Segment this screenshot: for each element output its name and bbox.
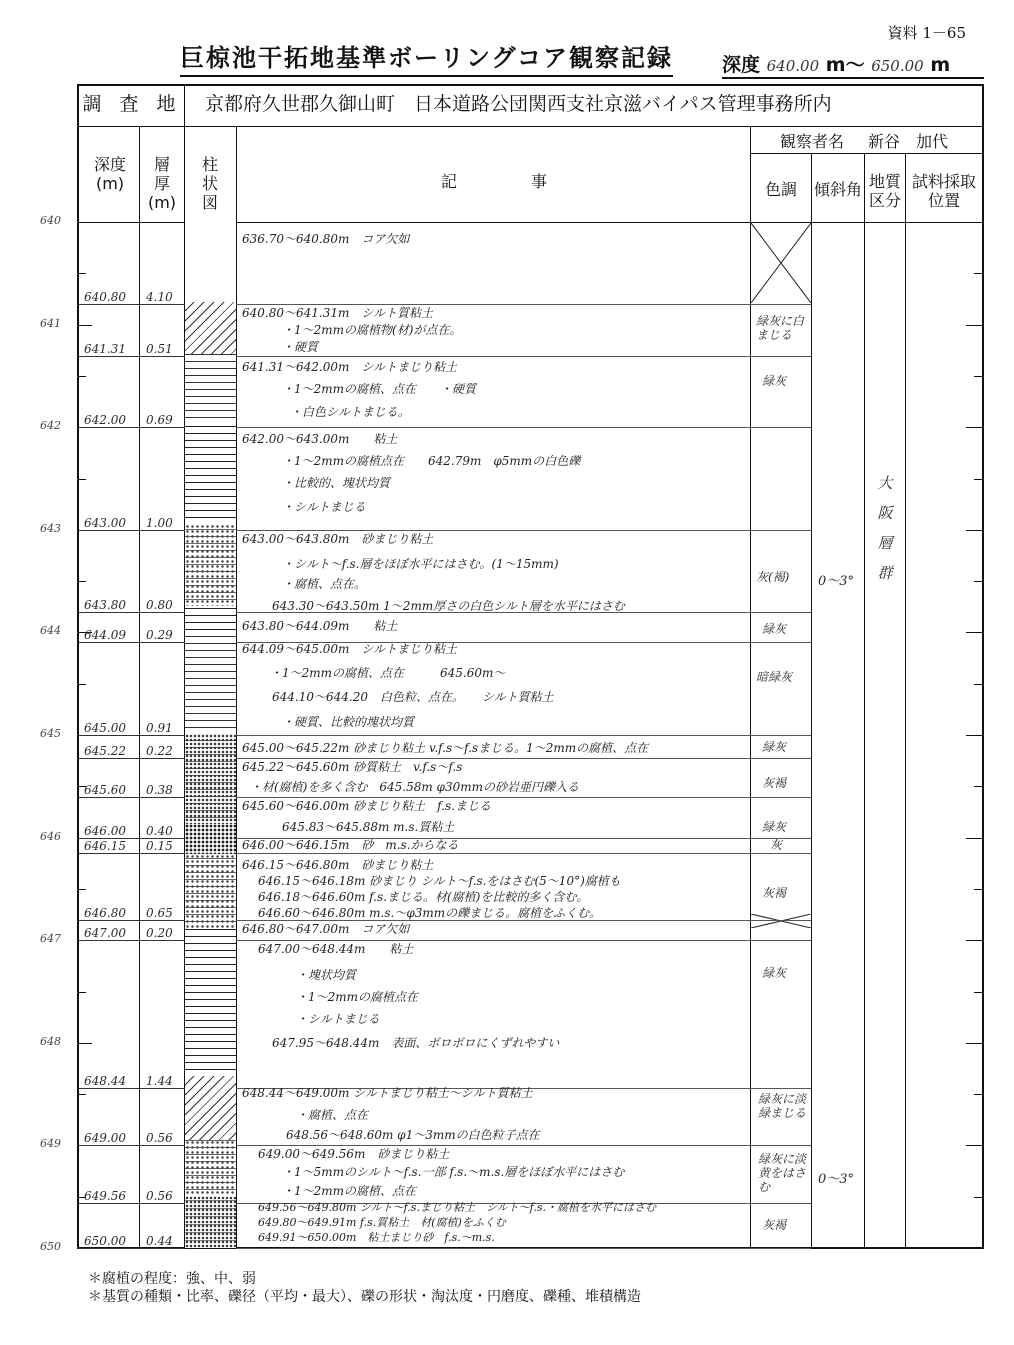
layer-boundary xyxy=(78,920,185,921)
color-7: 灰褐 xyxy=(762,776,787,790)
desc-15a: 648.44〜649.00m シルトまじり粘土〜シルト質粘土 xyxy=(242,1086,533,1100)
note-humus: ＊腐植の程度：強、中、弱 xyxy=(88,1271,256,1287)
geologic-unit: 大阪層群 xyxy=(877,474,893,582)
desc-12a: 646.15〜646.80m 砂まじり粘土 xyxy=(242,858,434,872)
layer-boundary xyxy=(78,1248,185,1249)
observer-row-divider xyxy=(750,153,984,154)
depth-tick-label: 647 xyxy=(40,932,61,946)
color-14: 灰褐 xyxy=(762,1218,787,1232)
observer-label: 観察者名 xyxy=(780,132,845,151)
desc-10b: 645.83〜645.88m m.s.質粘土 xyxy=(282,820,455,834)
header-dip: 傾斜角 xyxy=(813,180,862,199)
desc-12b: 646.15〜646.18m 砂まじり シルト〜f.s.をはさむ(5〜10°)腐植も xyxy=(258,874,621,888)
sample-tick-mark xyxy=(966,1043,982,1044)
desc-7c: 644.10〜644.20 白色粒、点在。 シルト質粘土 xyxy=(272,690,554,704)
strat-silty-clay xyxy=(185,302,236,354)
depth-tick-label: 643 xyxy=(40,521,61,535)
desc-3a: 641.31〜642.00m シルトまじり粘土 xyxy=(242,360,458,374)
sample-tick-mark xyxy=(966,222,982,223)
desc-2b: ・1〜2mmの腐植物(材)が点在。 xyxy=(282,323,462,337)
strat-sand xyxy=(185,824,236,854)
depth-range xyxy=(722,50,984,79)
strat-sandy-clay-4 xyxy=(185,1140,236,1196)
strat-clay-1 xyxy=(185,424,236,524)
color-boundary xyxy=(750,1248,811,1249)
color-5: 暗緑灰 xyxy=(756,670,793,684)
desc-12c: 646.18〜646.60m f.s.まじる。材(腐植)を比較的多く含む。 xyxy=(258,890,589,904)
color-6: 緑灰 xyxy=(762,740,787,754)
site-value: 京都府久世郡久御山町 日本道路公団関西支社京滋バイパス管理事務所内 xyxy=(205,93,832,115)
color-3: 灰(褐) xyxy=(756,570,790,584)
layer-depth-value: 643.80 xyxy=(84,598,126,612)
core-missing-cross-2 xyxy=(751,914,811,928)
sample-half-tick xyxy=(974,479,982,480)
layer-boundary xyxy=(78,1203,185,1204)
layer-thickness-value: 0.56 xyxy=(146,1131,173,1145)
layer-depth-value: 649.00 xyxy=(84,1131,126,1145)
header-color: 色調 xyxy=(764,180,797,199)
color-boundary xyxy=(750,735,811,736)
layer-depth-value: 646.80 xyxy=(84,906,126,920)
desc-5a: 643.00〜643.80m 砂まじり粘土 xyxy=(242,532,434,546)
note-matrix: ＊基質の種類・比率、礫径（平均・最大）、礫の形状・淘汰度・円磨度、礫種、堆積構造 xyxy=(88,1289,641,1305)
desc-8a: 645.00〜645.22m 砂まじり粘土 v.f.s〜f.sまじる。1〜2mmの腐植、点在 xyxy=(242,741,649,755)
color-boundary xyxy=(750,1203,811,1204)
desc-15c: 648.56〜648.60m φ1〜3mmの白色粒子点在 xyxy=(286,1128,540,1142)
desc-4d: ・シルトまじる xyxy=(282,500,366,514)
desc-13a: 646.80〜647.00m コア欠如 xyxy=(242,922,410,936)
layer-depth-value: 645.00 xyxy=(84,721,126,735)
color-11: 緑灰 xyxy=(762,966,787,980)
depth-tick-label: 641 xyxy=(40,316,61,330)
color-boundary xyxy=(750,642,811,643)
color-2: 緑灰 xyxy=(762,374,787,388)
desc-3b: ・1〜2mmの腐植、点在 ・硬質 xyxy=(282,382,477,396)
sample-tick-mark xyxy=(966,1145,982,1146)
sample-half-tick xyxy=(974,273,982,274)
col-divider-depth xyxy=(139,126,140,1249)
header-depth: 深度(m) xyxy=(93,155,126,193)
depth-tick-label: 642 xyxy=(40,419,61,433)
col-divider-column xyxy=(236,126,237,1249)
depth-tick-label: 648 xyxy=(40,1034,61,1048)
depth-half-tick xyxy=(78,1094,86,1095)
sample-half-tick xyxy=(974,684,982,685)
layer-boundary xyxy=(78,612,185,613)
layer-thickness-value: 0.80 xyxy=(146,598,173,612)
depth-half-tick xyxy=(78,581,86,582)
desc-4a: 642.00〜643.00m 粘土 xyxy=(242,432,398,446)
sample-half-tick xyxy=(974,581,982,582)
depth-tick-label: 644 xyxy=(40,624,61,638)
depth-to: 650.00 xyxy=(871,57,924,75)
sample-tick-mark xyxy=(966,530,982,531)
desc-17c: 649.91〜650.00m 粘土まじり砂 f.s.〜m.s. xyxy=(258,1231,495,1244)
layer-thickness-value: 0.38 xyxy=(146,783,173,797)
desc-6a: 643.80〜644.09m 粘土 xyxy=(242,619,398,633)
color-10: 灰褐 xyxy=(762,886,787,900)
layer-boundary xyxy=(78,1145,185,1146)
depth-half-tick xyxy=(78,684,86,685)
desc-14e: 647.95〜648.44m 表面、ボロボロにくずれやすい xyxy=(272,1036,560,1050)
color-8: 緑灰 xyxy=(762,820,787,834)
sample-tick-mark xyxy=(966,632,982,633)
description-boundary xyxy=(236,735,750,736)
sample-half-tick xyxy=(974,376,982,377)
depth-tick-label: 645 xyxy=(40,727,61,740)
desc-17b: 649.80〜649.91m f.s.質粘土 材(腐植)をふくむ xyxy=(258,1216,506,1229)
color-boundary xyxy=(750,1145,811,1146)
header-thickness: 層厚(m) xyxy=(147,155,177,212)
strat-silty-clay-2 xyxy=(185,1076,236,1140)
strat-sandy-clay-2 xyxy=(185,734,236,824)
sample-tick-mark xyxy=(966,735,982,736)
color-boundary xyxy=(750,758,811,759)
layer-boundary xyxy=(78,356,185,357)
desc-17a: 649.56〜649.80m シルト〜f.s.まじり粘土 シルト〜f.s.・腐植を水平にはさむ xyxy=(258,1201,656,1214)
layer-depth-value: 645.22 xyxy=(84,744,126,758)
desc-11a: 646.00〜646.15m 砂 m.s.からなる xyxy=(242,838,459,852)
depth-tick-label: 650 xyxy=(40,1240,61,1253)
col-divider-unit xyxy=(905,153,906,1249)
desc-3c: ・白色シルトまじる。 xyxy=(290,405,410,419)
color-boundary xyxy=(750,940,811,941)
layer-thickness-value: 0.15 xyxy=(146,839,173,853)
sample-half-tick xyxy=(974,786,982,787)
site-label: 調 査 地 xyxy=(82,93,182,115)
layer-thickness-value: 0.51 xyxy=(146,342,173,356)
desc-7d: ・硬質、比較的塊状均質 xyxy=(282,715,415,729)
desc-16a: 649.00〜649.56m 砂まじり粘土 xyxy=(258,1147,450,1161)
layer-depth-value: 645.60 xyxy=(84,783,126,797)
desc-7a: 644.09〜645.00m シルトまじり粘土 xyxy=(242,642,458,656)
color-boundary xyxy=(750,853,811,854)
layer-boundary xyxy=(78,530,185,531)
depth-tick-mark xyxy=(78,325,92,326)
depth-unit-1: m〜 xyxy=(825,54,865,76)
layer-depth-value: 643.00 xyxy=(84,516,126,530)
layer-boundary xyxy=(78,758,185,759)
layer-thickness-value: 0.91 xyxy=(146,721,173,735)
layer-depth-value: 648.44 xyxy=(84,1074,126,1088)
color-13: 緑灰に淡黄をはさむ xyxy=(758,1152,807,1194)
layer-thickness-value: 0.56 xyxy=(146,1189,173,1203)
layer-thickness-value: 1.44 xyxy=(146,1074,173,1088)
layer-boundary xyxy=(78,427,185,428)
desc-16b: ・1〜5mmのシルト〜f.s.一部 f.s.〜m.s.層をほぼ水平にはさむ xyxy=(282,1165,625,1179)
layer-depth-value: 646.15 xyxy=(84,839,126,853)
strat-sandy-clay-3 xyxy=(185,854,236,928)
layer-thickness-value: 0.69 xyxy=(146,413,173,427)
header-description: 記 事 xyxy=(440,172,549,191)
color-boundary xyxy=(750,356,811,357)
layer-depth-value: 647.00 xyxy=(84,926,126,940)
header-column: 柱状図 xyxy=(201,155,218,212)
desc-15b: ・腐植、点在 xyxy=(296,1108,369,1122)
strat-clay-2 xyxy=(185,606,236,636)
desc-5b: ・シルト〜f.s.層をほぼ水平にはさむ。(1〜15mm) xyxy=(282,557,559,571)
color-9: 灰 xyxy=(770,838,783,852)
color-boundary xyxy=(750,797,811,798)
sample-half-tick xyxy=(974,1197,982,1198)
depth-tick-label: 646 xyxy=(40,829,61,843)
desc-10a: 645.60〜646.00m 砂まじり粘土 f.s.まじる xyxy=(242,799,491,813)
desc-9a: 645.22〜645.60m 砂質粘土 v.f.s〜f.s xyxy=(242,760,463,774)
strat-silt-clay xyxy=(185,354,236,424)
layer-thickness-value: 0.65 xyxy=(146,906,173,920)
sample-half-tick xyxy=(974,889,982,890)
depth-half-tick xyxy=(78,273,86,274)
desc-4b: ・1〜2mmの腐植点在 642.79m φ5mmの白色礫 xyxy=(282,454,581,468)
desc-12d: 646.60〜646.80m m.s.〜φ3mmの礫まじる。腐植をふくむ。 xyxy=(258,906,602,920)
desc-4c: ・比較的、塊状均質 xyxy=(282,476,391,490)
strat-silt-clay-2 xyxy=(185,636,236,734)
dip-1: 0〜3° xyxy=(818,574,855,589)
depth-half-tick xyxy=(78,992,86,993)
sample-tick-mark xyxy=(966,427,982,428)
sample-tick-mark xyxy=(966,325,982,326)
description-boundary xyxy=(236,853,750,854)
desc-2c: ・硬質 xyxy=(282,340,319,354)
col-divider-color xyxy=(811,153,812,1249)
sample-half-tick xyxy=(974,992,982,993)
depth-unit-2: m xyxy=(930,54,951,76)
color-4: 緑灰 xyxy=(762,622,787,636)
color-boundary xyxy=(750,427,811,428)
desc-14d: ・シルトまじる xyxy=(296,1012,380,1026)
layer-thickness-value: 4.10 xyxy=(146,290,173,304)
layer-boundary xyxy=(78,1088,185,1089)
header-geologic-unit: 地質区分 xyxy=(868,172,901,210)
depth-tick-label: 649 xyxy=(40,1137,61,1151)
depth-from: 640.00 xyxy=(766,57,820,75)
depth-tick-label: 640 xyxy=(40,214,61,227)
depth-half-tick xyxy=(78,479,86,480)
desc-1: 636.70〜640.80m コア欠如 xyxy=(242,232,410,246)
desc-16c: ・1〜2mmの腐植、点在 xyxy=(282,1184,417,1198)
layer-boundary xyxy=(78,797,185,798)
strat-clay-3 xyxy=(185,928,236,1076)
core-missing-cross-1 xyxy=(751,223,811,303)
desc-5c: ・腐植、点在。 xyxy=(282,577,367,591)
strat-sandy-silt xyxy=(185,1196,236,1248)
depth-tick-mark xyxy=(78,1043,92,1044)
layer-depth-value: 650.00 xyxy=(84,1234,126,1248)
site-label-divider xyxy=(184,84,185,126)
layer-boundary xyxy=(78,642,185,643)
layer-thickness-value: 1.00 xyxy=(146,516,173,530)
strat-core-missing xyxy=(185,222,236,302)
layer-thickness-value: 0.29 xyxy=(146,628,173,642)
color-boundary xyxy=(750,920,811,921)
document-reference: 資料 1－65 xyxy=(887,24,966,42)
layer-thickness-value: 0.20 xyxy=(146,926,173,940)
page-title: 巨椋池干拓地基準ボーリングコア観察記録 xyxy=(180,38,673,77)
desc-7b: ・1〜2mmの腐植、点在 645.60m〜 xyxy=(270,666,506,680)
layer-depth-value: 646.00 xyxy=(84,824,126,838)
color-boundary xyxy=(750,304,811,305)
layer-boundary xyxy=(78,940,185,941)
site-row-divider xyxy=(77,126,984,127)
color-boundary xyxy=(750,612,811,613)
description-boundary xyxy=(236,356,750,357)
depth-half-tick xyxy=(78,376,86,377)
color-boundary xyxy=(750,1088,811,1089)
strat-sandy-clay-1 xyxy=(185,524,236,606)
header-sample: 試料採取位置 xyxy=(911,172,976,210)
sample-tick-mark xyxy=(966,838,982,839)
description-boundary xyxy=(236,427,750,428)
desc-9b: ・材(腐植)を多く含む 645.58m φ30mmの砂岩亜円礫入る xyxy=(250,780,579,794)
sample-tick-mark xyxy=(966,940,982,941)
layer-thickness-value: 0.44 xyxy=(146,1234,173,1248)
depth-tick-mark xyxy=(78,222,92,223)
color-12: 緑灰に淡緑まじる xyxy=(758,1092,807,1120)
observer-name: 新谷 加代 xyxy=(868,132,949,151)
layer-depth-value: 642.00 xyxy=(84,413,126,427)
description-boundary xyxy=(236,1248,750,1249)
layer-boundary xyxy=(78,735,185,736)
desc-5d: 643.30〜643.50m 1〜2mm厚さの白色シルト層を水平にはさむ xyxy=(272,599,625,613)
desc-14c: ・1〜2mmの腐植点在 xyxy=(296,990,419,1004)
desc-14a: 647.00〜648.44m 粘土 xyxy=(258,942,414,956)
depth-range-label: 深度 xyxy=(722,54,761,76)
layer-thickness-value: 0.22 xyxy=(146,744,173,758)
layer-boundary xyxy=(78,304,185,305)
layer-depth-value: 649.56 xyxy=(84,1189,126,1203)
depth-half-tick xyxy=(78,889,86,890)
layer-thickness-value: 0.40 xyxy=(146,824,173,838)
color-boundary xyxy=(750,530,811,531)
layer-boundary xyxy=(78,853,185,854)
col-divider-dip xyxy=(864,153,865,1249)
dip-2: 0〜3° xyxy=(818,1172,855,1187)
sample-tick-mark xyxy=(966,1248,982,1249)
desc-2a: 640.80〜641.31m シルト質粘土 xyxy=(242,306,434,320)
layer-depth-value: 641.31 xyxy=(84,342,126,356)
sample-half-tick xyxy=(974,1094,982,1095)
color-1: 緑灰に白まじる xyxy=(756,314,805,342)
layer-depth-value: 640.80 xyxy=(84,290,126,304)
desc-14b: ・塊状均質 xyxy=(296,968,357,982)
layer-depth-value: 644.09 xyxy=(84,628,126,642)
